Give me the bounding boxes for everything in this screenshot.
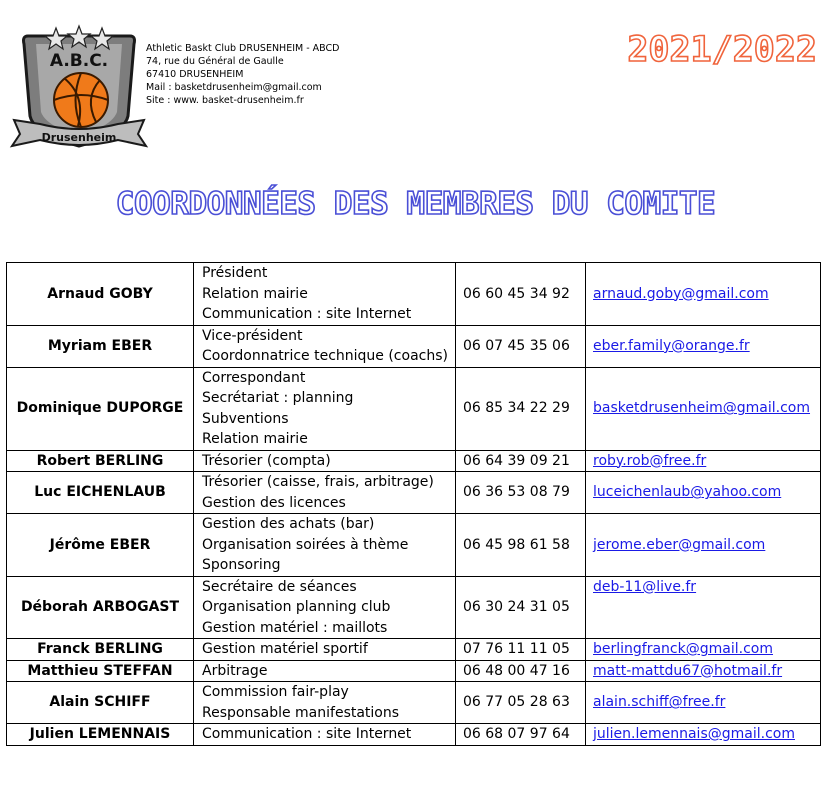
member-email-link[interactable]: matt-mattdu67@hotmail.fr (593, 662, 783, 679)
table-row (7, 472, 821, 514)
member-role: Secrétariat : planning (202, 390, 354, 406)
member-roles (194, 576, 456, 639)
member-roles (194, 367, 456, 450)
member-phone: 06 45 98 61 58 (456, 514, 586, 577)
member-email-link[interactable]: roby.rob@free.fr (593, 452, 707, 469)
table-row (7, 576, 821, 639)
member-roles (194, 639, 456, 661)
member-phone: 06 85 34 22 29 (456, 367, 586, 450)
member-email-link[interactable]: arnaud.goby@gmail.com (593, 285, 769, 302)
member-roles (194, 724, 456, 746)
committee-table (6, 262, 821, 746)
member-role: Commission fair-play (202, 684, 349, 700)
club-site: Site : www. basket-drusenheim.fr (146, 95, 304, 106)
table-row (7, 450, 821, 472)
table-row (7, 724, 821, 746)
member-name: Jérôme EBER (7, 514, 194, 577)
member-phone: 06 36 53 08 79 (456, 472, 586, 514)
club-address-block (146, 42, 339, 107)
member-phone: 06 64 39 09 21 (456, 450, 586, 472)
member-phone: 06 48 00 47 16 (456, 660, 586, 682)
club-street: 74, rue du Général de Gaulle (146, 56, 284, 67)
logo-text: A.B.C. (49, 51, 109, 71)
member-roles (194, 682, 456, 724)
member-roles (194, 514, 456, 577)
member-role: Subventions (202, 410, 289, 427)
member-phone: 06 60 45 34 92 (456, 263, 586, 326)
svg-text:Drusenheim: Drusenheim (41, 131, 117, 144)
table-row (7, 660, 821, 682)
member-phone: 07 76 11 11 05 (456, 639, 586, 661)
member-email-cell (586, 639, 821, 661)
member-role: Gestion matériel sportif (202, 641, 368, 657)
table-row (7, 325, 821, 367)
member-name: Dominique DUPORGE (7, 367, 194, 450)
member-email-link[interactable]: berlingfranck@gmail.com (593, 641, 773, 657)
member-role: Relation mairie (202, 431, 308, 447)
member-phone: 06 30 24 31 05 (456, 576, 586, 639)
member-name: Déborah ARBOGAST (7, 576, 194, 639)
member-phone: 06 68 07 97 64 (456, 724, 586, 746)
member-email-cell (586, 514, 821, 577)
member-email-cell (586, 325, 821, 367)
member-role: Président (202, 265, 268, 281)
member-role: Communication : site Internet (202, 726, 412, 742)
member-name: Myriam EBER (7, 325, 194, 367)
member-email-cell (586, 724, 821, 746)
member-role: Organisation planning club (202, 599, 391, 615)
club-mail: Mail : basketdrusenheim@gmail.com (146, 82, 322, 93)
member-role: Trésorier (caisse, frais, arbitrage) (202, 474, 434, 490)
member-email-link[interactable]: basketdrusenheim@gmail.com (593, 400, 811, 417)
member-email-link[interactable]: luceichenlaub@yahoo.com (593, 484, 782, 501)
member-roles (194, 472, 456, 514)
club-name: Athletic Baskt Club DRUSENHEIM - ABCD (146, 43, 340, 54)
member-roles (194, 325, 456, 367)
page-title: COORDONNÉES DES MEMBRES DU COMITE (115, 186, 716, 222)
club-logo (6, 24, 152, 154)
member-name: Robert BERLING (7, 450, 194, 472)
member-role: Gestion matériel : maillots (202, 619, 388, 636)
member-name: Alain SCHIFF (7, 682, 194, 724)
member-email-cell (586, 367, 821, 450)
member-role: Organisation soirées à thème (202, 536, 409, 553)
member-email-cell (586, 660, 821, 682)
member-role: Coordonnatrice technique (coachs) (202, 348, 448, 364)
season-label: 2021/2022 (627, 30, 817, 70)
table-row (7, 367, 821, 450)
member-role: Trésorier (compta) (202, 452, 331, 469)
member-role: Secrétaire de séances (202, 578, 357, 595)
member-role: Arbitrage (202, 662, 268, 679)
member-email-cell (586, 472, 821, 514)
member-email-cell (586, 682, 821, 724)
basketball-icon (54, 73, 108, 127)
member-role: Communication : site Internet (202, 306, 412, 322)
club-city: 67410 DRUSENHEIM (146, 69, 244, 80)
member-email-cell (586, 263, 821, 326)
member-email-link[interactable]: julien.lemennais@gmail.com (593, 726, 795, 742)
member-email-cell (586, 576, 821, 639)
member-email-link[interactable]: eber.family@orange.fr (593, 337, 750, 354)
member-role: Responsable manifestations (202, 704, 400, 721)
member-role: Sponsoring (202, 557, 281, 573)
member-role: Vice-président (202, 327, 303, 344)
member-name: Luc EICHENLAUB (7, 472, 194, 514)
table-row (7, 639, 821, 661)
member-roles (194, 263, 456, 326)
member-phone: 06 07 45 35 06 (456, 325, 586, 367)
member-email-link[interactable]: deb-11@live.fr (593, 578, 697, 595)
table-row (7, 682, 821, 724)
member-role: Relation mairie (202, 285, 308, 302)
table-row (7, 263, 821, 326)
member-role: Gestion des licences (202, 494, 346, 511)
member-name: Matthieu STEFFAN (7, 660, 194, 682)
member-name: Julien LEMENNAIS (7, 724, 194, 746)
member-roles (194, 450, 456, 472)
member-email-link[interactable]: jerome.eber@gmail.com (593, 536, 766, 553)
member-role: Gestion des achats (bar) (202, 516, 375, 532)
member-phone: 06 77 05 28 63 (456, 682, 586, 724)
member-roles (194, 660, 456, 682)
member-name: Franck BERLING (7, 639, 194, 661)
member-email-cell (586, 450, 821, 472)
member-role: Correspondant (202, 369, 306, 386)
member-email-link[interactable]: alain.schiff@free.fr (593, 694, 726, 711)
member-name: Arnaud GOBY (7, 263, 194, 326)
table-row (7, 514, 821, 577)
